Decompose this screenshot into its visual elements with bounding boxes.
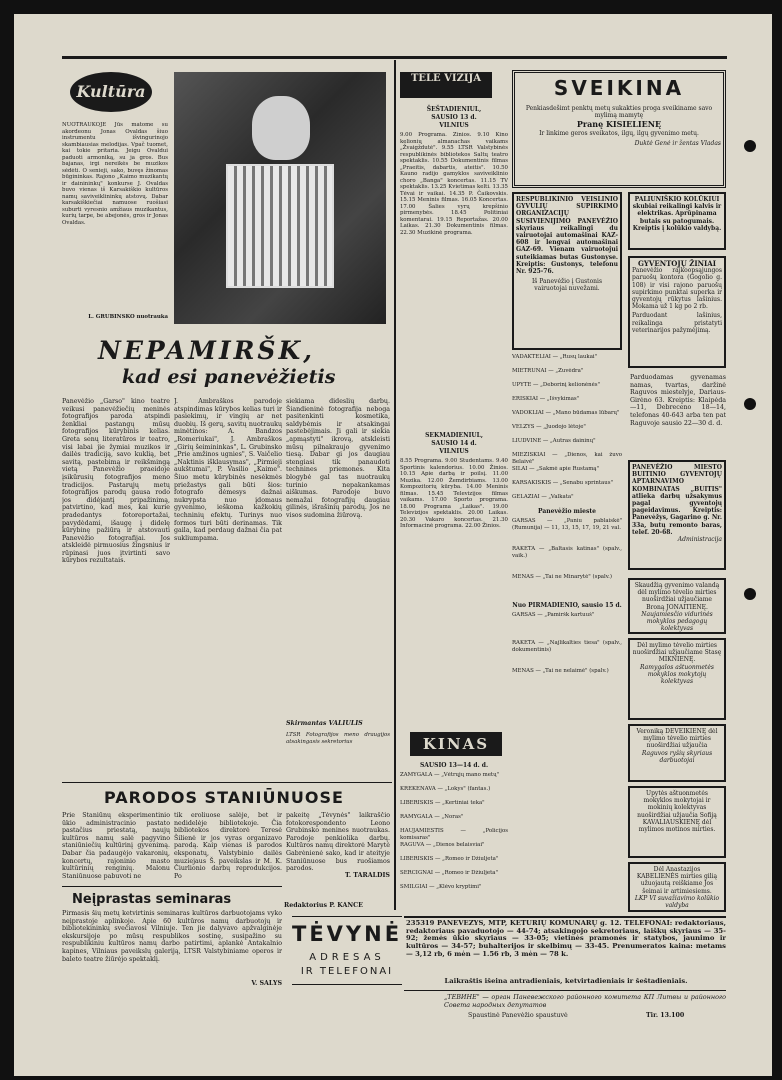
- tv-day2-city: VILNIUS: [439, 448, 469, 455]
- cinema-row: KARSAKIŠKIS — „Senabu sprintaus": [512, 480, 613, 486]
- cinema-row: MIEŽIŠKIAI — „Dienos, kai žuvo Belaivė": [512, 452, 622, 465]
- greeting-1-text: Penkiasdešimt penktų metų sukakties proga sveikiname savo mylimą mamytę: [525, 105, 713, 120]
- tevyne-subtitle-1: ADRESAS: [309, 952, 385, 963]
- kultura-logo: Kultūra: [70, 72, 152, 112]
- accordion-photo: [174, 72, 386, 324]
- column-divider: [394, 60, 396, 910]
- tv-day2-header: SEKMADIENIUL,: [425, 432, 483, 439]
- cinema-row: ERIŠKIAI — „Išvykimas": [512, 396, 580, 402]
- footer-address: 235319 PANEVĖŽYS, MTP, KETURIŲ KOMUNARŲ g. 12. TELEFONAI: redaktoriaus, redaktoriaus pavaduotojo — 44-74; atsakingojo sekretoriaus, laiškų skyriaus — 35-92; žemės ūkio skyriaus — 33-05; vietinės pramonės ir statybos, jaunimo ir kultūros — 34-57; buhalterijos ir skelbimų — 33-45. Prenumeratos kaina: metams — 3,12 rb, 6 mėn — 1.56 rb, 3 mėn — 78 k.: [406, 920, 726, 958]
- punch-hole: [744, 140, 756, 152]
- cinema-row: ŠILAI — „Sakmė apie Rustamą": [512, 466, 599, 472]
- tevyne-rule-bottom: [292, 984, 402, 985]
- kinas-date: SAUSIO 13—14 d. d.: [419, 762, 489, 769]
- kinas-row: LIBERIŠKIS — „Romeo ir Džiuljeta": [400, 856, 499, 862]
- footer-address-note: Laikraštis išeina antradieniais, ketvirtadieniais ir šeštadieniais.: [444, 978, 688, 985]
- condolence-3-text: Veroniką DEVEIKIENĘ dėl mylimo tėvelio mirties nuoširdžiai užjaučia: [636, 728, 718, 750]
- kinas-logo: KINAS: [410, 732, 502, 756]
- ad-vairuotojai: [512, 192, 622, 350]
- kultura-signature-org: LTSR Fotografijos meno draugijos atsakingasis sekretorius: [286, 732, 390, 745]
- cinema-row: VADOKLIAI — „Mano būdamas lūbarų": [512, 410, 620, 416]
- tv-day1-header: ŠEŠTADIENIUL,: [426, 106, 482, 113]
- condolence-1-text: Skaudžią gyvenimo valandą dėl mylimo tėvelio mirties nuoširdžiai užjaučiame Broną JONAITIENĘ.: [634, 582, 720, 611]
- newspaper-page: [14, 14, 772, 1076]
- kultura-column-3: siekiama dideslių darbų. Šiandieninė fotografija neboga pasitenkinti kosmetika, saldybėmis ir atsakingai pastebėjimais. Ji gali ir siekia „apmąstyti" ikrovą, atskleisti mūsų pilnakraujo gyvenimo tiesą. Dabar gi jos daugiau stengiasi tik panaudoti technines priemones. Kita blogybė gal tas nuotraukų turinio nepakankamas aiškumas. Parodoje buvo nemažai fotografijų daugiau gilinės, išrašinių parodų. Jos ne visos sudomina žiūrovą.: [286, 398, 390, 519]
- condolence-3: [628, 724, 726, 782]
- kultura-lead-text: NUOTRAUKOJE Jūs matome su akordeonu Jonas Ovaldas šiuo instrumentu išvingurinojo skambiausias melodijas. Vpač tuomet, kai tokie pritaria. Jeigu Ovaldui paduoti armoniką, su ja gros. Bus bajanas, irgi nereikės be muzikos sėdėti. O senieji, sako, buvęs žinomas būgininkas. Rajono „Kaimo muzikantų ir dainininkų" konkurse J. Ovaldas buvo vienas iš Karsakiškio kultūros namų saviveiklininkų atstovų. Dabar karsakiškiečiai namuose ruošiasi suburti vyresnio amžiaus muzikantus, kurių tarpe, be abejonės, gros ir Jonas Ovaldas.: [62, 122, 168, 226]
- cinema-row: VELŽYS — „Juodojo lėtoje": [512, 424, 586, 430]
- tv-day2-program: 8.55 Programa. 9.00 Studentams. 9.40 Sportinis kalendorius. 10.00 Žinios. 10.15 Apie darbą ir poilsį. 11.00 Muzika. 12.00 Žemdirbiams. 13.00 Kompozitorių kūryba. 14.00 Meninis filmas. 15.45 Televizijos filmas vaikams. 17.00 Sporto programa. 18.00 Programa „Laikas". 19.00 Televizijos spektaklis. 20.00 Laikas. 20.30 Vakaro koncertas. 21.30 Informacinė programa. 22.00 Žinios.: [400, 458, 508, 529]
- condolence-1: [628, 578, 726, 634]
- redaktorius: Redaktorius P. KANCĖ: [284, 902, 363, 909]
- footer-rule: [404, 916, 726, 918]
- seminar-rule: [62, 886, 282, 887]
- tv-day1-city: VILNIUS: [439, 122, 469, 129]
- greeting-1-name: Pranę KISIELIENĘ: [576, 119, 662, 130]
- cinema-row: LIUDVINĖ — „Autras daininų": [512, 438, 596, 444]
- kultura-signature: Skirmantas VALIULIS: [286, 720, 363, 727]
- kinas-row: SMILGIAI — „Klėvo kryptimi": [400, 884, 482, 890]
- tv-day2-date: SAUSIO 14 d.: [431, 440, 477, 447]
- ad-gyventoju-title: GYVENTOJŲ ŽINIAI: [637, 259, 717, 268]
- ad-kombinatas-from: Administracija: [677, 536, 722, 544]
- ad-vairuotojai-text: RESPUBLIKINIO VEISLINIO GYVULIŲ SUPIRKIMO ORGANIZACIJŲ SUSIVIENIJIMO PANEVĖŽIO skyriaus reikalingi du vairuotojai automašinai KAZ-608 ir lengvai automašinai GAZ-69. Vienam vairuotojui suteikiamas butas Gustonyse. Kreiptis: Gustonys, telefonu Nr. 925-76.: [516, 196, 618, 276]
- ad-vairuotojai-note: Iš Panevėžio į Gustonis vairuotojai nuvežami.: [531, 278, 603, 293]
- cinema-row: RAKETA — „Baltasis katinas" (spalv., vaik.): [512, 546, 622, 559]
- footer-rule-2: [404, 990, 726, 991]
- ad-kombinatas-text: PANEVĖŽIO MIESTO BUITINIO GYVENTOJŲ APTARNAVIMO KOMBINATAS „BUITIS" atlieka darbų užsakymus pagal gyventojų pageidavimus. Kreiptis: Panevėžys, Gagarino g. Nr. 33a, butų remonto baras, telef. 20-68.: [632, 464, 722, 536]
- cinema-row: GARSAS — „Pamiršk kartuuš": [512, 612, 595, 618]
- ad-gyventoju-text: Panevėžio rajkoopsąjungos paruošų kontora (Gogolio g. 108) ir visi rajono paruošų supirkimo punktai superka ir gyventojų rūkytus lašinius. Mokama už 1 kg po 2 rb.: [632, 267, 722, 311]
- kultura-lead-author: L. GRUBINSKO nuotrauka: [88, 314, 168, 320]
- sveikina-logo: SVEIKINA: [553, 76, 685, 100]
- seminar-text: Pirmasis šių metų ketvirtinis seminaras kultūros darbuotojams vyko neįprastoje aplinkoje. Apie 60 kultūros namų darbuotojų ir bibliotekininkų svečiavosi Vilniuje. Ten jie dalyvavo apžvalginėje ekskursijoje po mūsų respublikos sostinę, susipažino su respublikiniu kultūros namų darbo patirtimi, aplankė Antakalnio kapines, Vilniaus paveikslų galeriją, LTSR Valstybiniame operos ir baleto teatre žiūrėjo spektaklį.: [62, 910, 282, 963]
- seminar-author: V. SALYS: [251, 980, 282, 987]
- kultura-column-2: J. Ambraškos parodoje atspindimas kūrybos kelias turi ir pasiekimų, ir vingių ar net duobių. Iš gerų, savitų nuotraukų minėtinos: A. Bandzos „Romeriukai", J. Ambraškos „Girių šeimininkas", L. Grubinsko „Prie amžinos ugnies", S. Vaičelio „Naktinis išklausymas", „Pirmieji aukštumai", P. Vasilio „Kaime". Šiuo metu kūrybinės nesėkmės priežastys gali būti šios: fotografo dėmesys dažnai nukrypsta nuo įdomaus gyvenimo, ieškoma kažkokių techninių efektų. Turinys nuo formos turi būti derinamas. Tik gaila, kad perdaug dažnai čia pat sukliumpama.: [174, 398, 282, 542]
- staniunai-rule: [62, 782, 392, 783]
- staniunai-column-2: tik eroliuose salėje, bet ir nedidelėje bibliotekoje. Čia bibliotekos direktorė Teresė Šilienė ir jos vyras organizavo parodą. Kaip vienas iš parodos eksponatų, Valstybinio dailės muziejaus Š. paveikslas ir M. K. Čiurlionio darbų reprodukcijos. Po: [174, 812, 282, 880]
- condolence-5-from: LKP VI suvažiavimo kolūkio valdyba: [634, 894, 720, 910]
- condolence-2-text: Dėl mylimo tėvelio mirties nuoširdžiai užjaučiame Stasę MIKNIENĘ.: [632, 642, 722, 664]
- kinas-row: RAGUVA — „Dienos belaisviai": [400, 842, 485, 848]
- greeting-1-from: Duktė Genė ir žentas Vladas: [634, 139, 721, 147]
- condolence-3-from: Raguvos ryšių skyriaus darbuotojai: [641, 749, 713, 764]
- ad-paliuniskis-text: PALIUNIŠKIO KOLŪKIUI skubiai reikalingi kalvis ir elektrikas. Aprūpinama butais su patogumais. Kreiptis į kolūkio valdybą.: [632, 196, 722, 232]
- condolence-5: [628, 862, 726, 912]
- condolence-1-from: Naujamiesčio vidurinės mokyklos pedagogų kolektyvas: [641, 610, 713, 633]
- punch-hole: [744, 588, 756, 600]
- ad-gyvenamas-namas: Parduodamas gyvenamas namas, tvartas, daržinė Raguvos miestelyje, Dariaus-Girėno 63. Kreiptis: Klaipėda—11, Debreceno 18—14, telefonas 40-643 arba ten pat Raguvoje sausio 22—30 d. d.: [630, 374, 726, 427]
- kultura-column-1: Panevėžio „Garso" kino teatre veikusi panevėžiečių meninės fotografijos paroda atspindi ženkliai pastangų mūsų fotografijos kūrybinis kelias. Greta senų literatūros ir teatro, visi labai jie žymiai muzikos ir dailės tradiciją, savo kuklią, bet savitą, pastebimą ir reikšmingą vietą Panevėžio praeidoje įsikūrusių fotografijos meno tradicijos. Pastarųjų metų fotografijos parodų gausa rodo jos didėjantį pripažinimą, patvirtino, kad mes, kai kurie pradedantys fotoreportažai, pavydėdami, išaugę į didelę kūrybinę pažiūrą ir atstovauti Panevėžio fotografijai. Jos atskleidė pirmuosius žingsnius ir rūpinasi juos įtvirtinti savo kūrybos rezultatais.: [62, 398, 170, 565]
- kinas-row: LIBERIŠKIS — „Kertiniai teka": [400, 800, 485, 806]
- kinas-list: [400, 772, 508, 898]
- condolence-2-from: Ramygalos aštuonmetės mokyklos mokytojų kolektyvas: [640, 663, 714, 686]
- cinema-row: MIETRŪNAI — „Žuvėdra": [512, 368, 584, 374]
- condolence-4-text: Upytės aštuonmetės mokyklos mokytojai ir mokinių kolektyvas nuoširdžiai užjaučia Sofiją KAVALIAUSKIENĘ dėl mylimos motinos mirties.: [637, 790, 717, 834]
- footer-organ: „ТЕВИНЕ" — орган Паневежского районного комитета КП Литвы и районного Совета народных депутатов: [444, 994, 726, 1009]
- cinema-city-header: Panevėžio mieste: [538, 508, 596, 515]
- tv-day1-program: 9.00 Programa. Žinios. 9.10 Kino kelionių almanachas vaikams „Žvaigždutė". 9.55 LTSR Valstybinės respublikinės bibliotekos Saltų teatro spektaklis. 10.55 Dokumentinis filmas „Praeitis, dabartis, ateitis". 10.50 Kauno radijo gamyklos saviveiklinio choro „Banga" koncertas. 11.15 TV spektaklis. 13.25 Kvietimas kelti. 13.35 Tėvai ir vaikai. 14.35 P. Čaikovskis. 15.15 Meninis filmas. 16.05 Koncertas. 17.00 Šalies vyrų krepšinio pirmenybės. 18.45 Politiniai komentarai. 19.15 Reportažas. 20.00 Laikas. 21.30 Dokumentinis filmas. 22.30 Muzikinė programa.: [400, 132, 508, 236]
- tevyne-subtitle-2: IR TELEFONAI: [300, 966, 394, 977]
- kinas-row: HAUJAMIESTIS — „Policijos komisaras": [400, 828, 508, 841]
- condolence-2: [628, 638, 726, 720]
- ad-paliuniskis: [628, 192, 726, 250]
- cinema-row: GARSAS — „Paniu pablaiskė" (Rumunija) — 11, 13, 15, 17, 19, 21 val.: [512, 518, 622, 531]
- footer-printer: Spaustinė Panevėžio spaustuvė: [468, 1012, 568, 1019]
- cinema-row: VADAKTĖLIAI — „Rusų laukai": [512, 354, 598, 360]
- kinas-row: ŽAMYGALA — „Vėtrųjų mano metų": [400, 772, 500, 778]
- cinema-row: GELAŽIAI — „Valkata": [512, 494, 574, 500]
- punch-hole: [744, 398, 756, 410]
- accordion-player-figure: [252, 96, 310, 160]
- cinema-list: [512, 354, 622, 696]
- greeting-1-wish: Ir linkime geros sveikatos, ilgų, ilgų gyvenimo metų.: [539, 130, 699, 138]
- seminar-heading: Neįprastas seminaras: [72, 892, 232, 907]
- condolence-5-text: Dėl Anastazijos KABELIENĖS mirties gilią užuojautą reiškiame Jos šeimai ir artimiesiems.: [636, 866, 718, 895]
- cinema-row: MENAS — „Tai ne nelaimė" (spalv.): [512, 668, 609, 674]
- ad-kombinatas: [628, 460, 726, 570]
- sveikina-greeting-box: [512, 70, 726, 188]
- footer-circulation: Tir. 13.100: [646, 1012, 685, 1019]
- cinema-day2-header: Nuo PIRMADIENIO, sausio 15 d.: [512, 602, 622, 609]
- headline-line-1: NEPAMIRŠK,: [98, 336, 315, 365]
- tevyne-rule-top: [292, 916, 402, 917]
- cinema-row: RAKETA — „Najlikalties tiesa" (spalv., dokumentinis): [512, 640, 622, 653]
- top-rule: [62, 56, 727, 59]
- kinas-row: RAMYGALA — „Noras": [400, 814, 464, 820]
- staniunai-column-3: pakeitę „Tėvynės" laikraščio fotokorespondento Leono Grubinsko menines nuotraukas. Parodoje penkiolika darbų. Kultūros namų direktorė Marytė Gabrėnienė sako, kad ir ateityje Staniūnuose bus ruošiamos parodos.: [286, 812, 390, 872]
- cinema-row: UPYTĖ — „Deborinį kelionėnės": [512, 382, 601, 388]
- tevyne-title: TĖVYNĖ: [292, 922, 403, 946]
- staniunai-column-1: Prie Staniūnų eksperimentinio ūkio administracinio pastato pastačius priestatą, naujų kultūros namų salė pagyvino staniūniečių kultūrinį gyvenimą. Dabar čia padaugėjo vakaronių, koncertų, rajoninio masto kultūrinių renginių. Malonu Staniūnuose pabuvoti ne: [62, 812, 170, 880]
- ad-gyventoju-note: Parduodant lašinius, reikalinga pristatyti veterinarijos pažymėjimą.: [632, 312, 722, 334]
- kinas-row: SERČIGNAI — „Romeo ir Džiuljeta": [400, 870, 498, 876]
- ad-gyventoju-ziniai: [628, 256, 726, 368]
- staniunai-author: T. TARALDIS: [345, 872, 390, 879]
- condolence-4: [628, 786, 726, 858]
- accordion-icon: [226, 164, 334, 288]
- headline-line-2: kad esi panevėžietis: [122, 366, 336, 388]
- kinas-row: KREKENAVA — „Lokys" (fantas.): [400, 786, 491, 792]
- tv-day1-date: SAUSIO 13 d.: [431, 114, 477, 121]
- cinema-row: MENAS — „Tai ne Minarytė" (spalv.): [512, 574, 612, 580]
- tv-logo: TELE VIZIJA: [400, 72, 492, 98]
- staniunai-heading: PARODOS STANIŪNUOSE: [104, 788, 344, 807]
